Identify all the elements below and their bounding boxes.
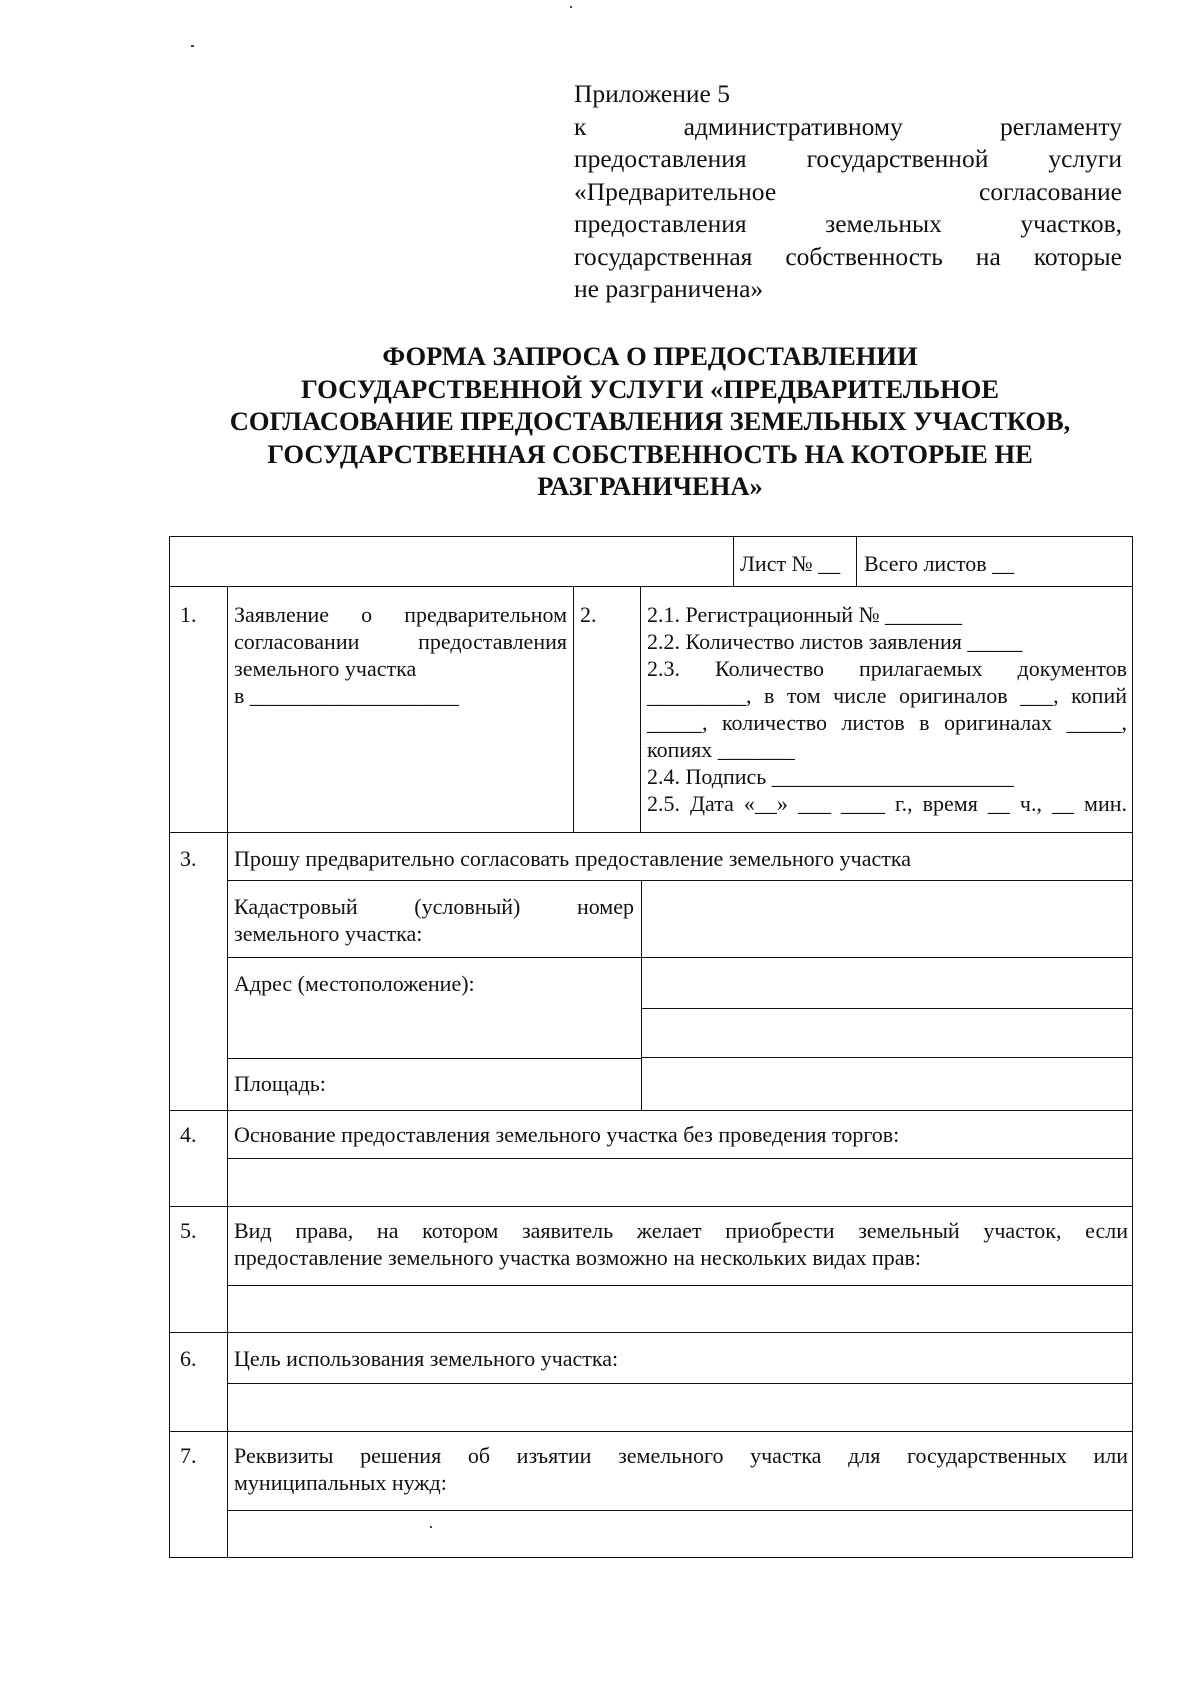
registration-line: 2.2. Количество листов заявления _____	[647, 629, 1023, 654]
application-line: в ___________________	[234, 683, 459, 708]
annex-line: Приложение 5	[574, 79, 730, 108]
table-rule	[169, 1110, 1133, 1111]
title-line: ГОСУДАРСТВЕННОЙ УСЛУГИ «ПРЕДВАРИТЕЛЬНОЕ	[300, 373, 1000, 404]
annex-line: предоставления земельных участков,	[574, 209, 1122, 238]
table-rule	[227, 1058, 641, 1059]
table-rule	[169, 586, 1133, 587]
table-rule	[640, 586, 641, 832]
row-number: 3.	[180, 846, 197, 871]
table-rule	[227, 880, 1133, 881]
table-rule	[169, 1206, 1133, 1207]
registration-line: _____, количество листов в оригиналах _____,	[647, 710, 1127, 735]
scan-mark	[570, 6, 572, 8]
registration-line: копиях _______	[647, 737, 795, 762]
application-line: согласовании предоставления	[234, 629, 567, 654]
seizure-decision-label	[234, 1442, 1128, 1496]
title-line: ФОРМА ЗАПРОСА О ПРЕДОСТАВЛЕНИИ	[382, 341, 918, 371]
table-rule	[227, 586, 228, 1558]
area-label: Площадь:	[234, 1071, 326, 1096]
table-rule	[641, 1057, 1133, 1058]
sheet-number-field: Лист № __	[740, 551, 841, 576]
total-sheets-field: Всего листов __	[864, 551, 1015, 576]
registration-line: 2.5. Дата «__» ___ ____ г., время __ ч., __ мин.	[647, 791, 1127, 816]
address-label: Адрес (местоположение):	[234, 971, 475, 996]
seizure-decision-line: Реквизиты решения об изъятии земельного участка для государственных или	[234, 1443, 1128, 1468]
table-rule	[641, 1008, 1133, 1009]
usage-purpose-label: Цель использования земельного участка:	[234, 1346, 619, 1371]
application-label	[234, 601, 567, 709]
registration-block	[647, 601, 1127, 817]
request-statement: Прошу предварительно согласовать предоставление земельного участка	[234, 846, 911, 871]
table-rule	[227, 957, 1133, 958]
table-rule	[733, 536, 734, 586]
table-rule	[169, 1431, 1133, 1432]
row-number: 6.	[180, 1346, 197, 1371]
annex-reference	[574, 78, 1122, 306]
seizure-decision-line: муниципальных нужд:	[234, 1470, 447, 1495]
scan-mark	[191, 45, 194, 47]
application-line: Заявление о предварительном	[234, 602, 567, 627]
row-number: 7.	[180, 1443, 197, 1468]
row-number: 5.	[180, 1218, 197, 1243]
annex-line: предоставления государственной услуги	[574, 144, 1122, 173]
annex-line: к административному регламенту	[574, 111, 1122, 141]
right-type-line: Вид права, на котором заявитель желает приобрести земельный участок, если	[234, 1218, 1128, 1243]
basis-label: Основание предоставления земельного участка без проведения торгов:	[234, 1122, 900, 1147]
right-type-line: предоставление земельного участка возможно на нескольких видах прав:	[234, 1245, 922, 1270]
annex-line: не разграничена»	[574, 274, 764, 303]
right-type-label	[234, 1217, 1128, 1271]
annex-line: государственная собственность на которые	[574, 241, 1122, 271]
table-rule	[641, 880, 642, 1110]
table-rule	[227, 1383, 1133, 1384]
registration-line: _________, в том числе оригиналов ___, копий	[647, 683, 1127, 708]
table-rule	[856, 536, 857, 586]
cadastral-label-line: Кадастровый (условный) номер	[234, 894, 634, 919]
cadastral-label-line: земельного участка:	[234, 921, 423, 946]
cadastral-number-label	[234, 893, 634, 947]
title-line: СОГЛАСОВАНИЕ ПРЕДОСТАВЛЕНИЯ ЗЕМЕЛЬНЫХ УЧАСТКОВ,	[229, 406, 1071, 436]
table-rule	[227, 1158, 1133, 1159]
table-rule	[169, 832, 1133, 833]
annex-line: «Предварительное согласование	[574, 176, 1122, 206]
registration-line: 2.1. Регистрационный № _______	[647, 602, 963, 627]
registration-line: 2.3. Количество прилагаемых документов	[647, 656, 1127, 681]
title-line: ГОСУДАРСТВЕННАЯ СОБСТВЕННОСТЬ НА КОТОРЫЕ НЕ	[267, 438, 1033, 469]
row-number: 2.	[580, 602, 597, 627]
title-line: РАЗГРАНИЧЕНА»	[537, 471, 763, 501]
registration-line: 2.4. Подпись ______________________	[647, 764, 1014, 789]
table-rule	[169, 1332, 1133, 1333]
application-line: земельного участка	[234, 656, 417, 681]
table-rule	[227, 1510, 1133, 1511]
form-title	[160, 340, 1140, 503]
row-number: 1.	[180, 602, 197, 627]
table-rule	[573, 586, 574, 832]
table-rule	[227, 1285, 1133, 1286]
row-number: 4.	[180, 1122, 197, 1147]
